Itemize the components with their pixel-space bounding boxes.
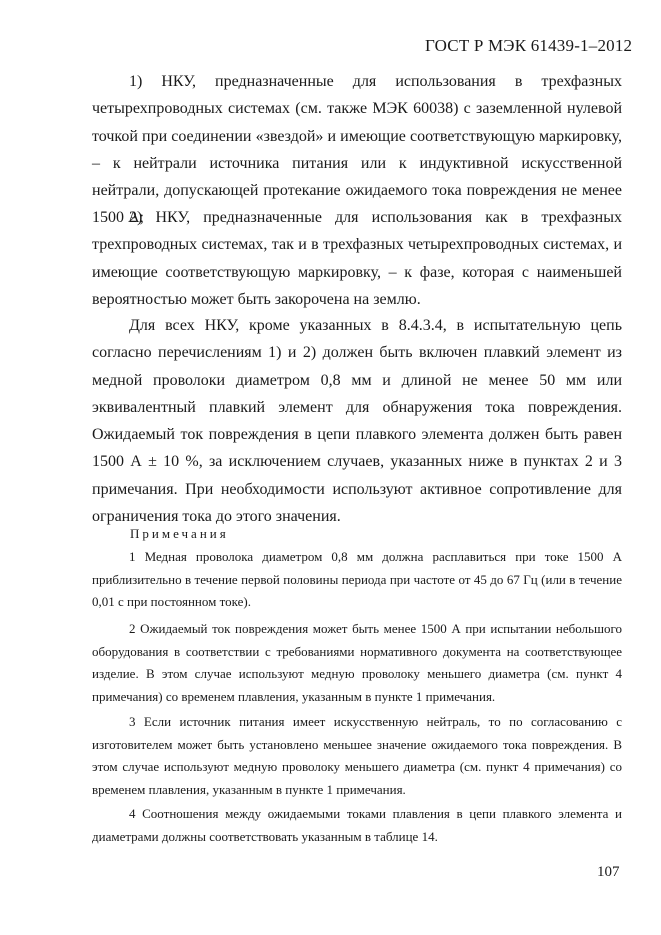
note-3: 3 Если источник питания имеет искусственную нейтраль, то по согласованию с изготовителем может быть установлено меньшее значение ожидаемого тока повреждения. В этом случае используют медную проволоку меньшего диаметра (см. пункт 4 примечания) со временем плавления, указанным в пункте 1 примечания. [92,714,622,797]
notes-heading: Примечания [130,526,229,541]
page-number: 107 [597,864,620,880]
paragraph-item-2: 2) НКУ, предназначенные для использования как в трехфазных трехпроводных системах, так и в трехфазных четырехпроводных системах, и имеющие соответствующую маркировку, – к фазе, которая с наименьшей вероятностью может быть закорочена на землю. [92,209,622,308]
note-1: 1 Медная проволока диаметром 0,8 мм должна расплавиться при токе 1500 А приблизительно в течение первой половины периода при частоте от 45 до 67 Гц (или в течение 0,01 с при постоянном токе). [92,549,622,609]
paragraph-item-1: 1) НКУ, предназначенные для использования в трехфазных четырехпроводных системах (см. также МЭК 60038) с заземленной нулевой точкой при соединении «звездой» и имеющие соответствующую маркировку, – к нейтрали источника питания или к индуктивной искусственной нейтрали, допускающей протекание ожидаемого тока повреждения не менее 1500 А; [92,73,622,227]
paragraph-fuse-element: Для всех НКУ, кроме указанных в 8.4.3.4, в испытательную цепь согласно перечислениям 1) и 2) должен быть включен плавкий элемент из медной проволоки диаметром 0,8 мм и длиной не менее 50 мм или эквивалентный плавкий элемент для обнаружения тока повреждения. Ожидаемый ток повреждения в цепи плавкого элемента должен быть равен 1500 А ± 10 %, за исключением случаев, указанных ниже в пунктах 2 и 3 примечания. При необходимости используют активное сопротивление для ограничения тока до этого значения. [92,317,622,526]
note-2: 2 Ожидаемый ток повреждения может быть менее 1500 А при испытании небольшого оборудования в соответствии с требованиями нормативного документа на соответствующее изделие. В этом случае используют медную проволоку меньшего диаметра (см. пункт 4 примечания) со временем плавления, указанным в пункте 1 примечания. [92,621,622,704]
note-4: 4 Соотношения между ожидаемыми токами плавления в цепи плавкого элемента и диаметрами должны соответствовать указанным в таблице 14. [92,806,622,844]
standard-header: ГОСТ Р МЭК 61439-1–2012 [425,36,633,55]
